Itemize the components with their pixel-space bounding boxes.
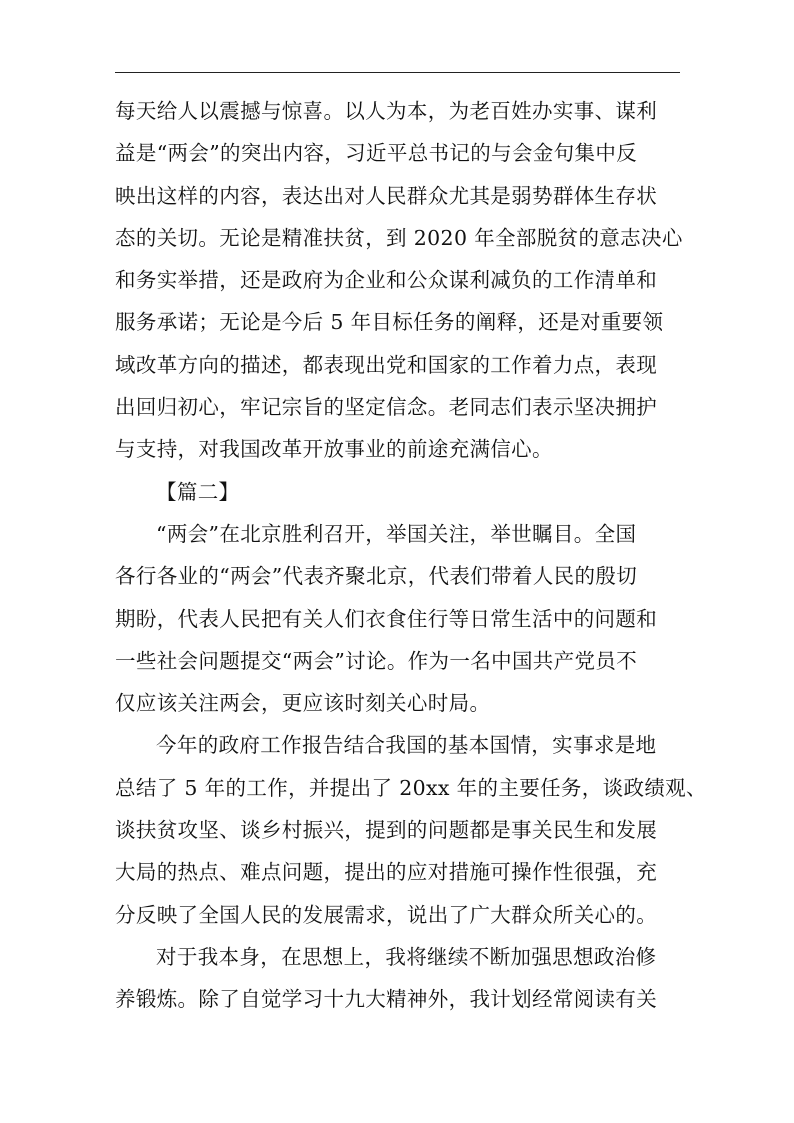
text-line: 谈扶贫攻坚、谈乡村振兴，提到的问题都是事关民生和发展 [115, 818, 658, 843]
text-line: 映出这样的内容，表达出对人民群众尤其是弱势群体生存状 [115, 183, 658, 208]
text-line: 每天给人以震撼与惊喜。以人为本，为老百姓办实事、谋利 [115, 99, 658, 123]
text-line: 益是“两会”的突出内容，习近平总书记的与会金句集中反 [115, 141, 638, 166]
text-line: 对于我本身，在思想上，我将继续不断加强思想政治修 [156, 944, 657, 969]
text-line: 分反映了全国人民的发展需求，说出了广大群众所关心的。 [115, 902, 658, 927]
text-line: 态的关切。无论是精准扶贫，到 2020 年全部脱贫的意志决心 [115, 225, 683, 250]
text-line: 养锻炼。除了自觉学习十九大精神外，我计划经常阅读有关 [115, 987, 658, 1012]
text-line: 期盼，代表人民把有关人们衣食住行等日常生活中的问题和 [115, 606, 658, 631]
text-line: 大局的热点、难点问题，提出的应对措施可操作性很强，充 [115, 860, 658, 885]
text-line: 域改革方向的描述，都表现出党和国家的工作着力点，表现 [115, 352, 658, 377]
text-line: 出回归初心，牢记宗旨的坚定信念。老同志们表示坚决拥护 [115, 395, 658, 420]
text-line: “两会”在北京胜利召开，举国关注，举世瞩目。全国 [156, 521, 637, 546]
text-line: 今年的政府工作报告结合我国的基本国情，实事求是地 [156, 733, 657, 758]
text-line: 和务实举措，还是政府为企业和公众谋利减负的工作清单和 [115, 268, 658, 293]
text-line: 各行各业的“两会”代表齐聚北京，代表们带着人民的殷切 [115, 564, 638, 589]
text-line: 一些社会问题提交“两会”讨论。作为一名中国共产党员不 [115, 648, 638, 673]
text-line: 总结了 5 年的工作，并提出了 20xx 年的主要任务，谈政绩观、 [115, 775, 707, 800]
text-line: 仅应该关注两会，更应该时刻关心时局。 [115, 691, 491, 716]
header-rule [115, 72, 680, 73]
document-body [115, 90, 707, 1021]
section-heading: 【篇二】 [156, 479, 240, 504]
text-line: 服务承诺；无论是今后 5 年目标任务的阐释，还是对重要领 [115, 310, 664, 335]
text-line: 与支持，对我国改革开放事业的前途充满信心。 [115, 437, 553, 462]
